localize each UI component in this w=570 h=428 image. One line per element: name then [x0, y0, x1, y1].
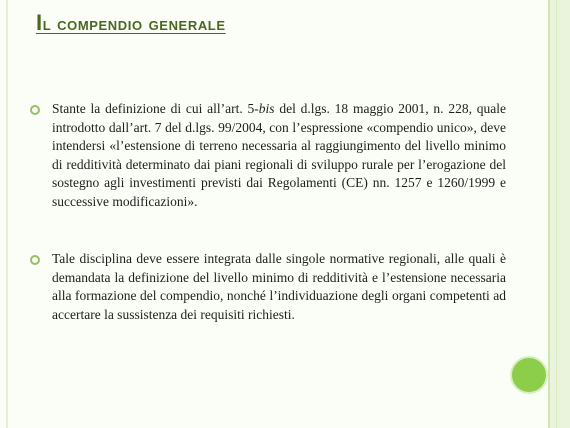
right-frame-band: [548, 0, 570, 428]
slide-title-initial: I: [36, 10, 43, 35]
left-frame-line: [6, 0, 8, 428]
right-frame-line-inner: [556, 0, 557, 428]
bullet-circle-icon: [30, 255, 40, 265]
bullet-item-1: [30, 100, 506, 211]
decorative-green-circle: [510, 356, 548, 394]
bullet-text-1-italic: bis: [258, 101, 275, 116]
bullet-text-1: [52, 100, 506, 211]
bullet-text-1-start: Stante la definizione di cui all’art. 5-: [52, 101, 259, 116]
slide-title-rest: l compendio generale: [42, 14, 226, 35]
bullet-text-1-end: del d.lgs. 18 maggio 2001, n. 228, quale introdotto dall’art. 7 del d.lgs. 99/2004, con l’espressione «compendio unico», deve intendersi «l’estensione di terreno necessaria al raggiungimento del livello minimo di redditività determinato dai piani regionali di sviluppo rurale per l’erogazione del sostegno agli investimenti previsti dai Regolamenti (CE) nn. 1257 e 1260/1999 e successive modificazioni».: [52, 101, 506, 209]
bullet-circle-icon: [30, 105, 40, 115]
bullet-text-2: Tale disciplina deve essere integrata dalle singole normative regionali, alle quali è demandata la definizione del livello minimo di redditività e l’estensione necessaria alla formazione del compendio, nonché l’individuazione degli organi competenti ad accertare la sussistenza dei requisiti richiesti.: [52, 251, 506, 322]
slide-title: [36, 10, 226, 36]
right-frame-line: [548, 0, 550, 428]
bullet-item-2: [30, 250, 506, 324]
